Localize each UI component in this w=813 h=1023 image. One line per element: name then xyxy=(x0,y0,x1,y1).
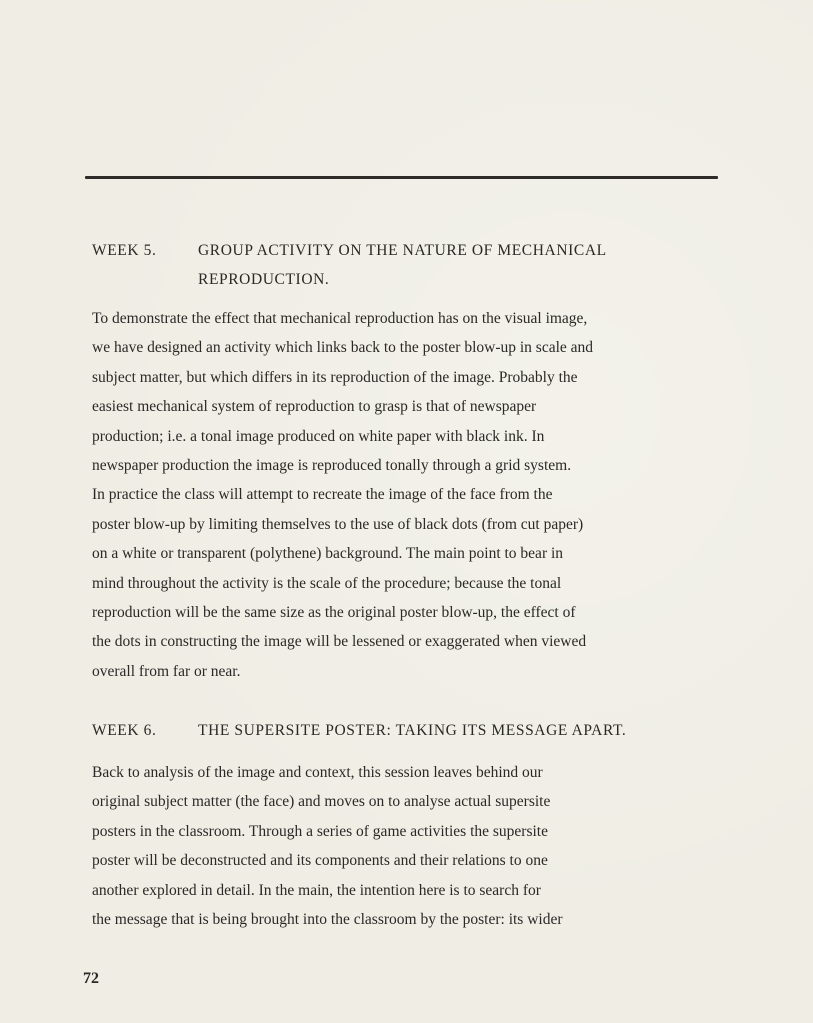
text-line: poster blow-up by limiting themselves to the use of black dots (from cut paper) xyxy=(92,515,584,533)
text-line: poster will be deconstructed and its components and their relations to one xyxy=(92,852,548,870)
paragraph-week-5 xyxy=(92,304,732,686)
text-line: easiest mechanical system of reproduction to grasp is that of newspaper xyxy=(92,398,537,416)
text-line: mind throughout the activity is the scale of the procedure; because the tonal xyxy=(92,574,562,592)
text-line: another explored in detail. In the main, the intention here is to search for xyxy=(92,881,541,899)
text-line: Back to analysis of the image and context, this session leaves behind our xyxy=(92,764,543,781)
week-label: WEEK 5. xyxy=(92,242,157,259)
horizontal-rule xyxy=(85,176,718,179)
text-line: To demonstrate the effect that mechanical reproduction has on the visual image, xyxy=(92,310,588,327)
text-line: the message that is being brought into the classroom by the poster: its wider xyxy=(92,911,563,929)
section-title-continued: REPRODUCTION. xyxy=(198,271,330,288)
text-line: production; i.e. a tonal image produced on white paper with black ink. In xyxy=(92,427,545,445)
section-heading-week-5 xyxy=(92,236,607,294)
text-line: subject matter, but which differs in its reproduction of the image. Probably the xyxy=(92,368,578,386)
paragraph-week-6 xyxy=(92,758,732,934)
text-line: In practice the class will attempt to recreate the image of the face from the xyxy=(92,486,553,504)
text-line: original subject matter (the face) and moves on to analyse actual supersite xyxy=(92,793,551,811)
text-line: on a white or transparent (polythene) background. The main point to bear in xyxy=(92,545,564,563)
week-label: WEEK 6. xyxy=(92,722,157,739)
section-heading-week-6 xyxy=(92,716,626,745)
text-line: posters in the classroom. Through a series of game activities the supersite xyxy=(92,822,548,840)
section-title: THE SUPERSITE POSTER: TAKING ITS MESSAGE APART. xyxy=(198,722,627,739)
text-line: the dots in constructing the image will be lessened or exaggerated when viewed xyxy=(92,633,587,651)
text-line: we have designed an activity which links back to the poster blow-up in scale and xyxy=(92,339,594,357)
page-number: 72 xyxy=(83,970,99,987)
text-line: reproduction will be the same size as the original poster blow-up, the effect of xyxy=(92,604,576,622)
section-title: GROUP ACTIVITY ON THE NATURE OF MECHANICAL xyxy=(198,242,607,259)
text-line: newspaper production the image is reproduced tonally through a grid system. xyxy=(92,457,572,475)
text-line: overall from far or near. xyxy=(92,662,241,680)
